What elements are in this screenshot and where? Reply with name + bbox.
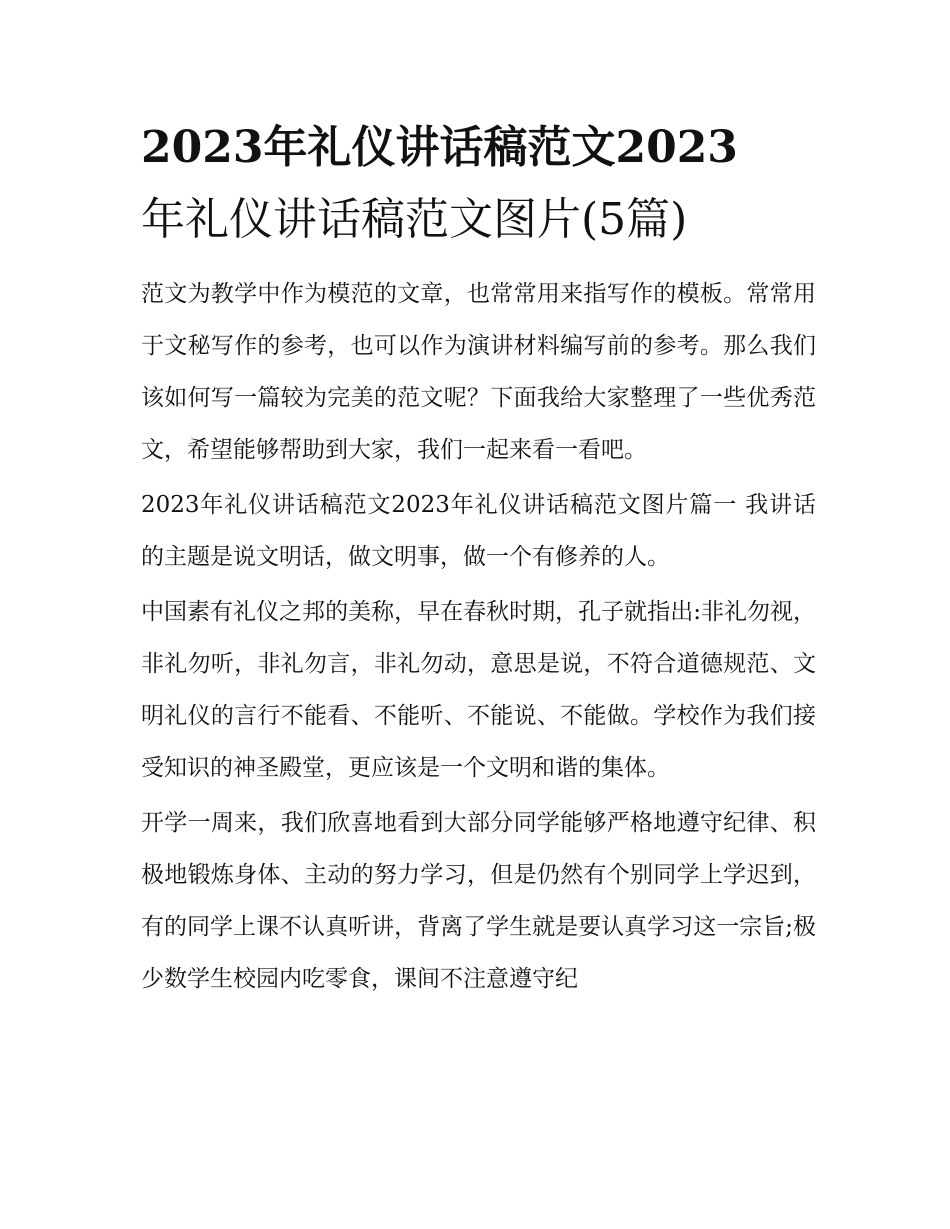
title-line-1-text: 2023年礼仪讲话稿范文2023 (141, 122, 738, 173)
paragraph-school-week: 开学一周来，我们欣喜地看到大部分同学能够严格地遵守纪律、积极地锻炼身体、主动的努力学习，但是仍然有个别同学上学迟到，有的同学上课不认真听讲，背离了学生就是要认真学习这一宗旨;极少数学生校园内吃零食，课间不注意遵守纪 (141, 810, 816, 992)
document-body (141, 268, 816, 1005)
title-line-2 (141, 184, 816, 256)
title-line-1 (141, 112, 816, 184)
paragraph-etiquette-history: 中国素有礼仪之邦的美称，早在春秋时期，孔子就指出:非礼勿视，非礼勿听，非礼勿言，非礼勿动，意思是说，不符合道德规范、文明礼仪的言行不能看、不能听、不能说、不能做。学校作为我们接受知识的神圣殿堂，更应该是一个文明和谐的集体。 (141, 599, 816, 781)
paragraph-intro: 范文为教学中作为模范的文章，也常常用来指写作的模板。常常用于文秘写作的参考，也可以作为演讲材料编写前的参考。那么我们该如何写一篇较为完美的范文呢？下面我给大家整理了一些优秀范文，希望能够帮助到大家，我们一起来看一看吧。 (141, 281, 816, 463)
document-title (141, 112, 816, 256)
title-line-2-text: 年礼仪讲话稿范文图片(5篇) (141, 194, 688, 245)
document-page (141, 112, 816, 1008)
paragraph-speech-opening: 2023年礼仪讲话稿范文2023年礼仪讲话稿范文图片篇一 我讲话的主题是说文明话，做文明事，做一个有修养的人。 (141, 492, 816, 570)
